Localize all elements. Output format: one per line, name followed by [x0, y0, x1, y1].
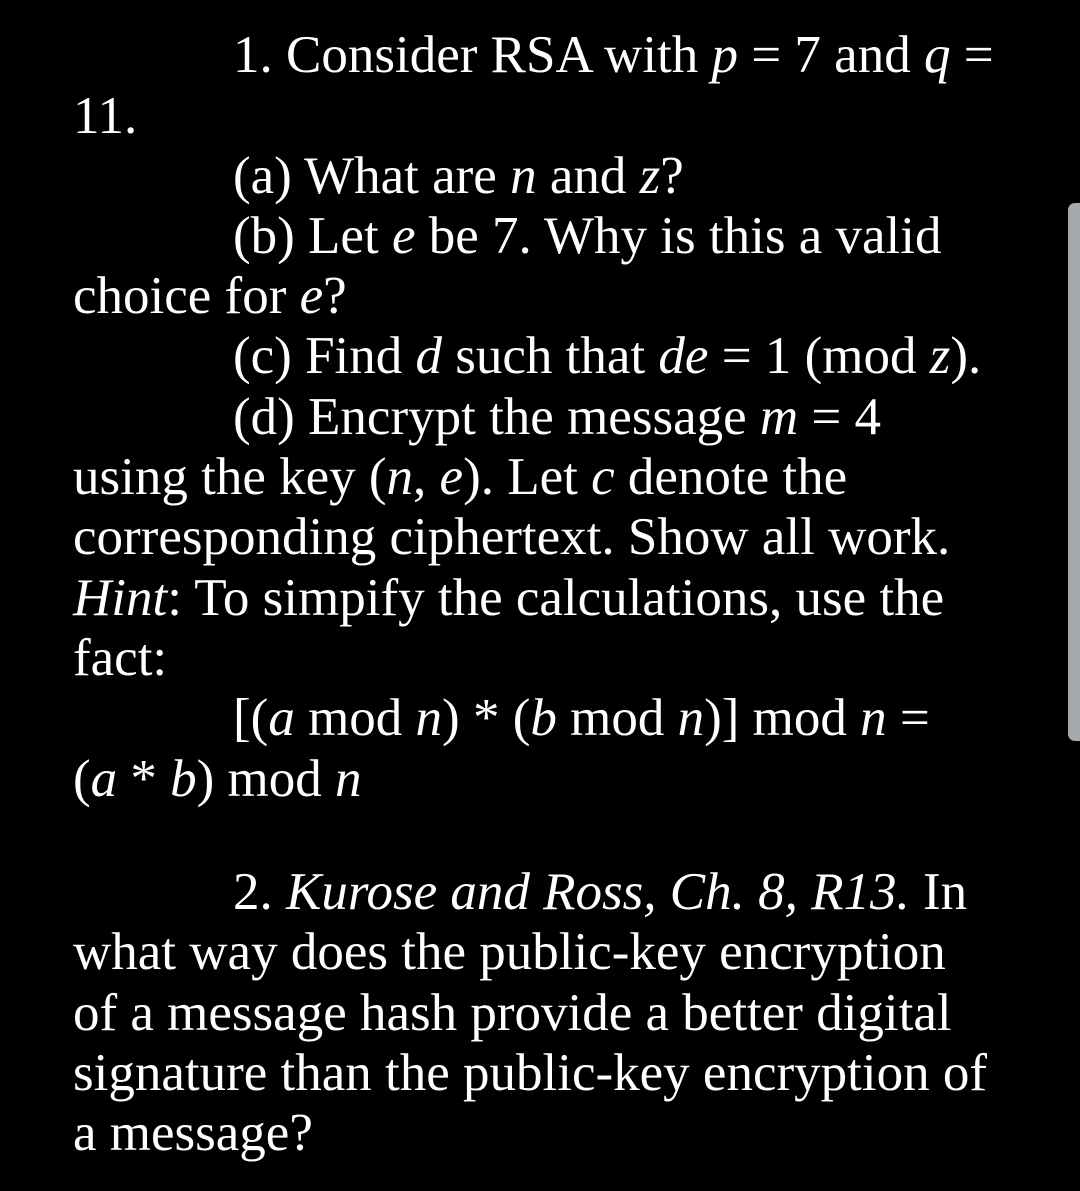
- q2-line-1: 2. Kurose and Ross, Ch. 8, R13. In: [233, 863, 968, 921]
- q1-line-2: 11.: [73, 87, 138, 145]
- q2-line-4: signature than the public-key encryption of: [73, 1044, 987, 1102]
- q1-part-d-line-3: corresponding ciphertext. Show all work.: [73, 508, 951, 566]
- q1-formula-line-1: [(a mod n) * (b mod n)] mod n =: [233, 689, 930, 747]
- q1-part-b-line-1: (b) Let e be 7. Why is this a valid: [233, 207, 942, 265]
- scrollbar-thumb[interactable]: [1068, 203, 1080, 741]
- q1-part-c: (c) Find d such that de = 1 (mod z).: [233, 327, 982, 385]
- q1-part-d-line-1: (d) Encrypt the message m = 4: [233, 388, 882, 446]
- q1-hint-line-2: fact:: [73, 629, 168, 687]
- q1-part-b-line-2: choice for e?: [73, 267, 347, 325]
- q1-part-a: (a) What are n and z?: [233, 147, 684, 205]
- q1-part-d-line-2: using the key (n, e). Let c denote the: [73, 448, 848, 506]
- q2-line-2: what way does the public-key encryption: [73, 923, 946, 981]
- q1-hint-line-1: Hint: To simpify the calculations, use the: [73, 569, 945, 627]
- q1-line-1: 1. Consider RSA with p = 7 and q =: [233, 26, 994, 84]
- q2-line-5: a message?: [73, 1104, 313, 1162]
- q2-line-3: of a message hash provide a better digital: [73, 984, 952, 1042]
- q1-formula-line-2: (a * b) mod n: [73, 750, 362, 808]
